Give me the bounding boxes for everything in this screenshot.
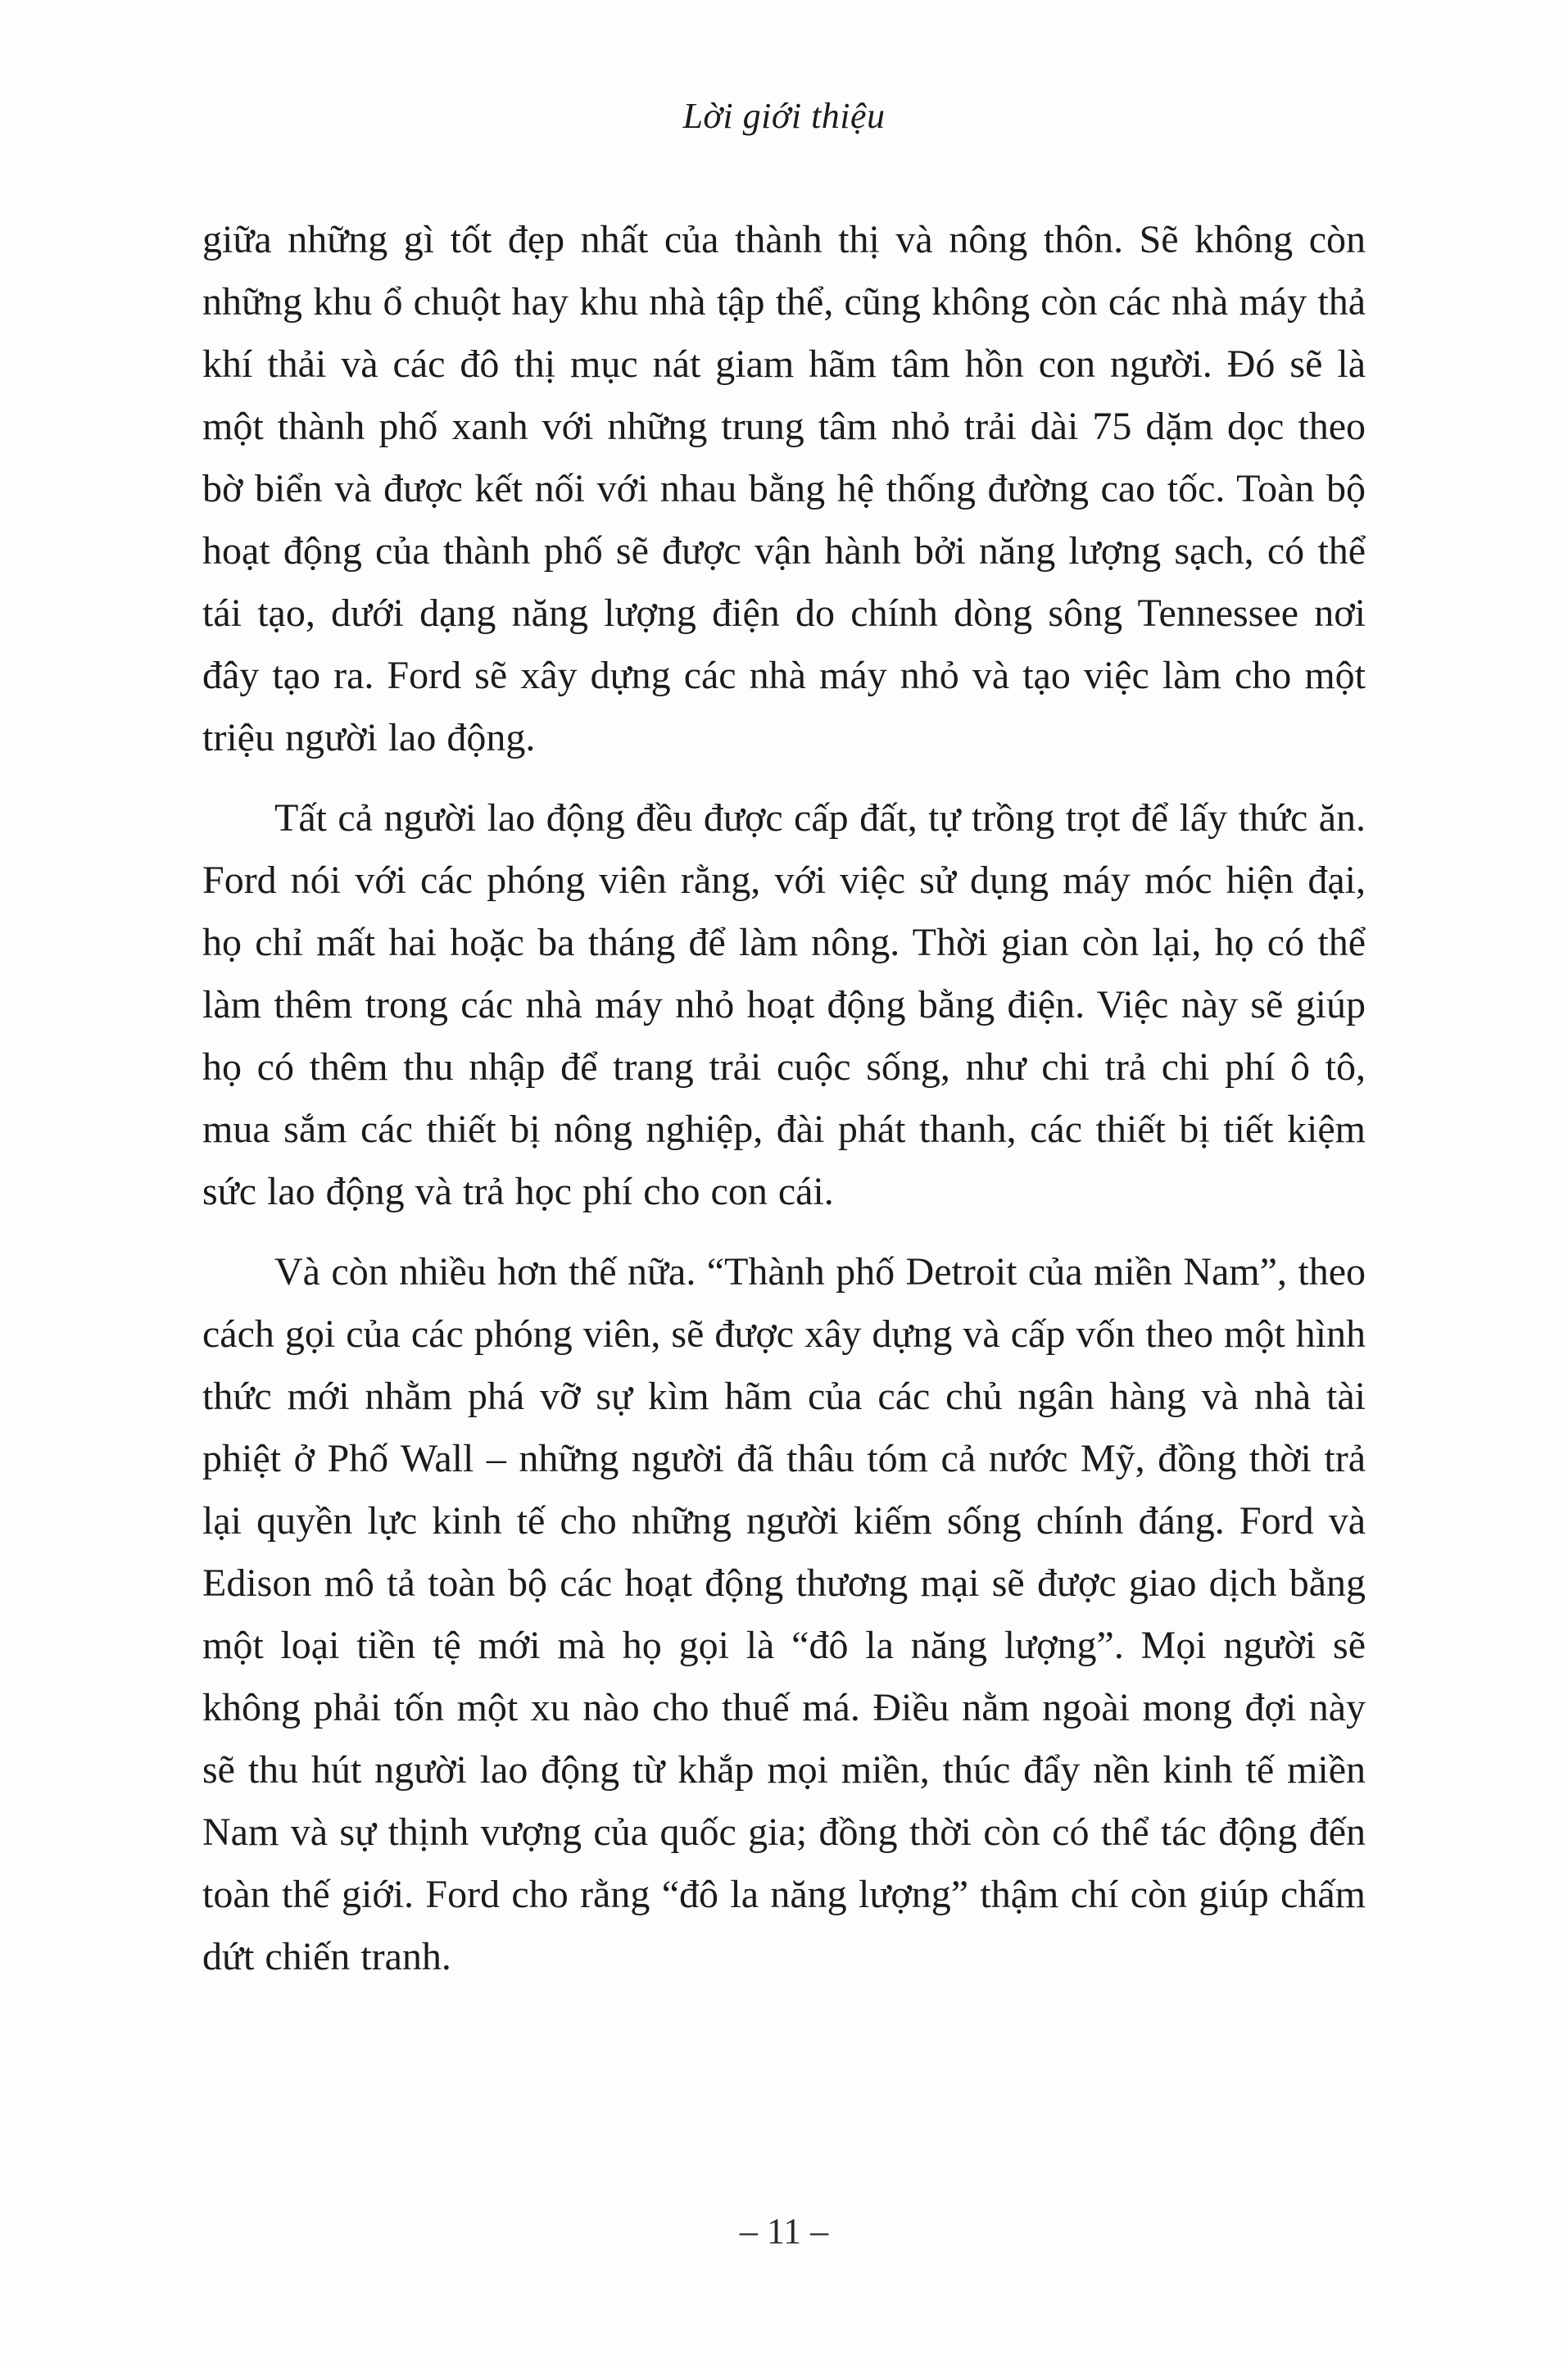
body-paragraph: giữa những gì tốt đẹp nhất của thành thị và nông thôn. Sẽ không còn những khu ổ chuột hay khu nhà tập thể, cũng không còn các nhà máy thả khí thải và các đô thị mục nát giam hãm tâm hồn con người. Đó sẽ là một thành phố xanh với những trung tâm nhỏ trải dài 75 dặm dọc theo bờ biển và được kết nối với nhau bằng hệ thống đường cao tốc. Toàn bộ hoạt động của thành phố sẽ được vận hành bởi năng lượng sạch, có thể tái tạo, dưới dạng năng lượng điện do chính dòng sông Tennessee nơi đây tạo ra. Ford sẽ xây dựng các nhà máy nhỏ và tạo việc làm cho một triệu người lao động.	[202, 217, 1366, 759]
body-text	[202, 209, 1366, 1988]
running-header: Lời giới thiệu	[682, 96, 886, 136]
page-number: – 11 –	[739, 2211, 829, 2251]
page-content	[202, 0, 1366, 1988]
body-paragraph: Tất cả người lao động đều được cấp đất, tự trồng trọt để lấy thức ăn. Ford nói với các phóng viên rằng, với việc sử dụng máy móc hiện đại, họ chỉ mất hai hoặc ba tháng để làm nông. Thời gian còn lại, họ có thể làm thêm trong các nhà máy nhỏ hoạt động bằng điện. Việc này sẽ giúp họ có thêm thu nhập để trang trải cuộc sống, như chi trả chi phí ô tô, mua sắm các thiết bị nông nghiệp, đài phát thanh, các thiết bị tiết kiệm sức lao động và trả học phí cho con cái.	[202, 795, 1366, 1213]
body-paragraph: Và còn nhiều hơn thế nữa. “Thành phố Detroit của miền Nam”, theo cách gọi của các phóng viên, sẽ được xây dựng và cấp vốn theo một hình thức mới nhằm phá vỡ sự kìm hãm của các chủ ngân hàng và nhà tài phiệt ở Phố Wall – những người đã thâu tóm cả nước Mỹ, đồng thời trả lại quyền lực kinh tế cho những người kiếm sống chính đáng. Ford và Edison mô tả toàn bộ các hoạt động thương mại sẽ được giao dịch bằng một loại tiền tệ mới mà họ gọi là “đô la năng lượng”. Mọi người sẽ không phải tốn một xu nào cho thuế má. Điều nằm ngoài mong đợi này sẽ thu hút người lao động từ khắp mọi miền, thúc đẩy nền kinh tế miền Nam và sự thịnh vượng của quốc gia; đồng thời còn có thể tác động đến toàn thế giới. Ford cho rằng “đô la năng lượng” thậm chí còn giúp chấm dứt chiến tranh.	[202, 1249, 1366, 1978]
